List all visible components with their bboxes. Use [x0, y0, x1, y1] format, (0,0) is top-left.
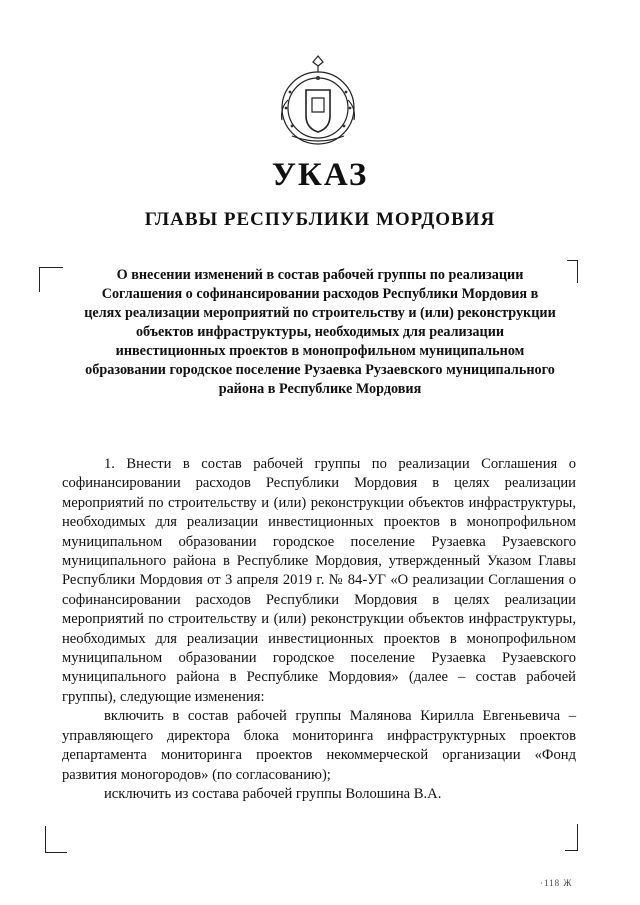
decree-heading	[70, 266, 570, 399]
document-subtitle: ГЛАВЫ РЕСПУБЛИКИ МОРДОВИЯ	[144, 209, 496, 230]
document-title: УКАЗ	[271, 157, 369, 193]
heading-line: района в Республике Мордовия	[218, 381, 422, 397]
heading-line: Соглашения о софинансировании расходов Республики Мордовия в	[101, 286, 539, 302]
decree-body	[62, 455, 576, 804]
coat-of-arms-icon	[268, 52, 368, 148]
bracket-top-left	[39, 267, 63, 292]
paragraph-exclude: исключить из состава рабочей группы Волошина В.А.	[104, 785, 442, 802]
heading-line: образовании городское поселение Рузаевка Рузаевского муниципального	[85, 362, 555, 378]
paragraph-include: включить в состав рабочей группы Малянова Кирилла Евгеньевича – управляющего директора блока мониторинга инфраструктурных проектов департамента мониторинга проектов некоммерческой организации «Фонд развития моногородов» (по согласованию);	[62, 708, 576, 783]
bracket-bottom-right	[565, 824, 578, 851]
paragraph-1: 1. Внести в состав рабочей группы по реализации Соглашения о софинансировании расходов Республики Мордовия в целях реализации мероприятий по строительству и (или) реконструкции объектов инфраструктуры, необходимых для реализации инвестиционных проектов в монопрофильном муниципальном образовании городское поселение Рузаевка Рузаевского муниципального района в Республике Мордовия, утвержденный Указом Главы Республики Мордовия от 3 апреля 2019 г. № 84-УГ «О реализации Соглашения о софинансировании расходов Республики Мордовия в целях реализации мероприятий по строительству и (или) реконструкции объектов инфраструктуры, необходимых для реализации инвестиционных проектов в монопрофильном муниципальном образовании городское поселение Рузаевка Рузаевского муниципального района в Республике Мордовия» (далее – состав рабочей группы), следующие изменения:	[62, 456, 576, 705]
heading-line: О внесении изменений в состав рабочей группы по реализации	[116, 267, 524, 283]
bracket-bottom-left	[45, 826, 67, 853]
heading-line: целях реализации мероприятий по строительству и (или) реконструкции	[84, 305, 556, 321]
heading-line: объектов инфраструктуры, необходимых для реализации	[135, 324, 505, 340]
registration-stamp: ·118 Ж	[540, 878, 573, 888]
heading-line: инвестиционных проектов в монопрофильном муниципальном	[115, 343, 525, 359]
